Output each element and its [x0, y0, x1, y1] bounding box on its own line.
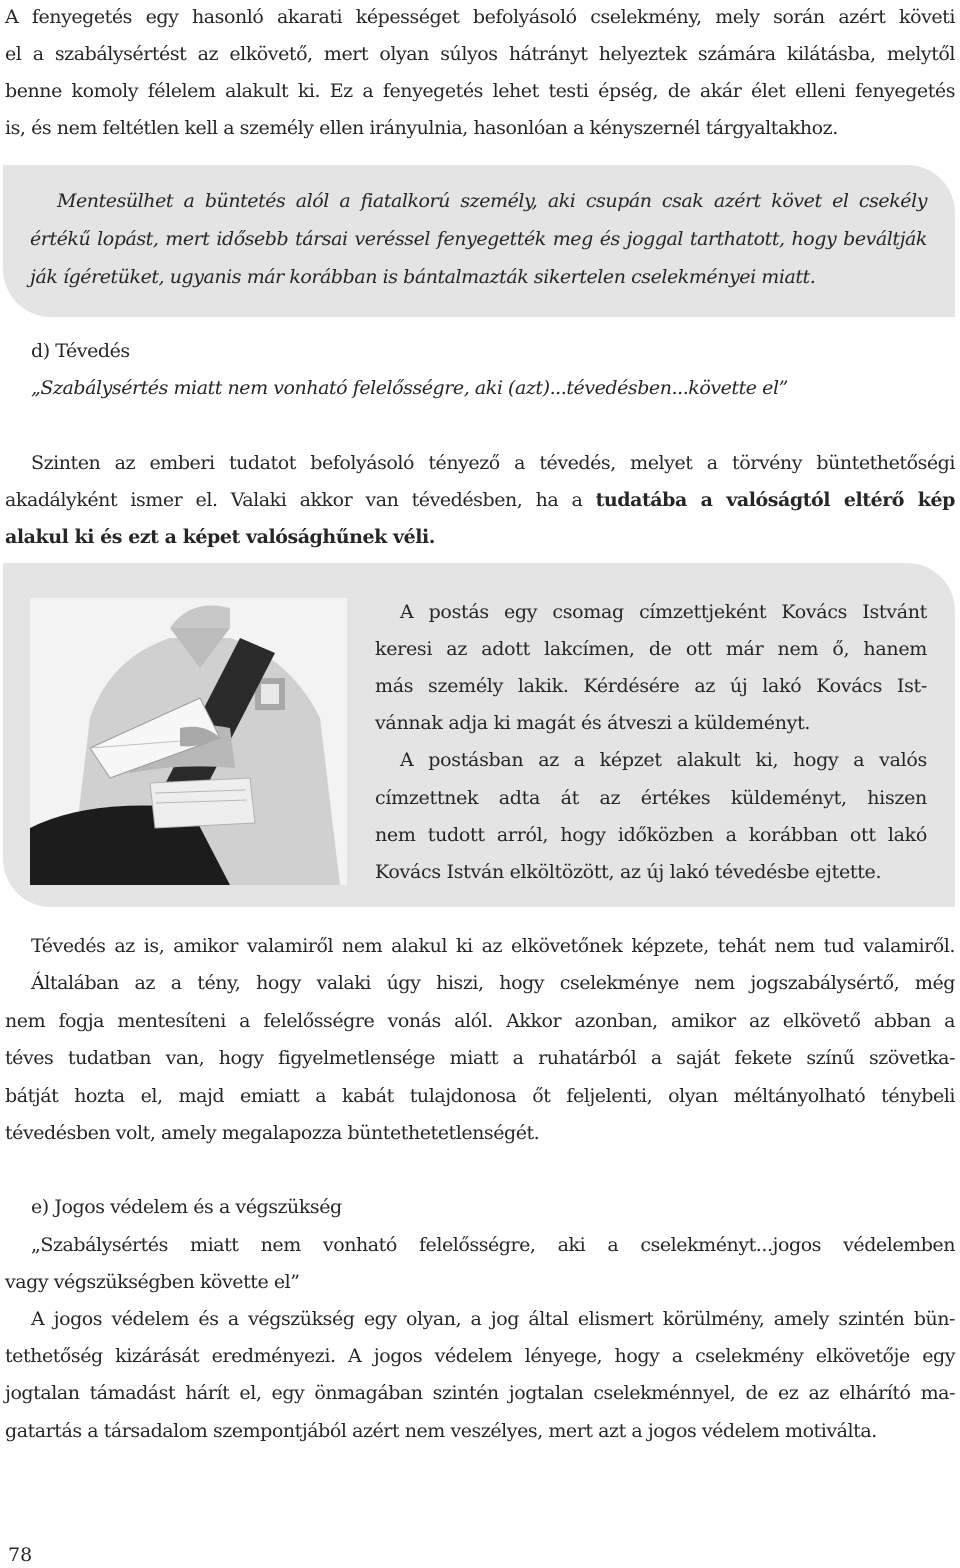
text-line: Szinten az emberi tudatot befolyásoló tényező a tévedés, melyet a törvény büntethetőségi [31, 452, 955, 474]
text-line: Tévedés az is, amikor valamiről nem alakul ki az elkövetőnek képzete, tehát nem tud valamiről. [31, 935, 955, 957]
text-line: értékű lopást, mert idősebb társai veréssel fenyegették meg és joggal tarthatott, hogy beváltják [30, 228, 927, 250]
text-line: Általában az a tény, hogy valaki úgy hiszi, hogy cselekménye nem jogszabálysértő, még [31, 972, 955, 994]
section-heading: d) Tévedés [31, 340, 130, 362]
text-line: más személy lakik. Kérdésére az új lakó Kovács Ist- [375, 675, 927, 697]
section-quote: „Szabálysértés miatt nem vonható felelősségre, aki (azt)...tévedésben...követte el” [31, 377, 788, 399]
text-line: téves tudatban van, hogy figyelmetlensége miatt a ruhatárból a saját fekete színű szövetka- [5, 1047, 955, 1069]
text-line: jogtalan támadást hárít el, egy önmagában szintén jogtalan cselekménnyel, de ez az elhárító ma- [5, 1382, 955, 1404]
text-line: ják ígéretüket, ugyanis már korábban is bántalmazták sikertelen cselekményei miatt. [30, 266, 816, 288]
text-line: A postásban az a képzet alakult ki, hogy a valós [400, 749, 927, 771]
text-line: címzettnek adta át az értékes küldeményt, hiszen [375, 787, 927, 809]
section-quote: vagy végszükségben követte el” [5, 1271, 300, 1293]
text-line: keresi az adott lakcímen, de ott már nem ő, hanem [375, 638, 927, 660]
text-line: nem fogja mentesíteni a felelősségre vonás alól. Akkor azonban, amikor az elkövető abban a [5, 1010, 955, 1032]
section-quote: „Szabálysértés miatt nem vonható felelősségre, aki a cselekményt...jogos védelemben [31, 1234, 955, 1256]
text-line: tethetőség kizárását eredményezi. A jogos védelem lényege, hogy a cselekmény elkövetője egy [5, 1345, 955, 1367]
text-line: gatartás a társadalom szempontjából azért nem veszélyes, mert azt a jogos védelem motiválta. [5, 1420, 877, 1442]
text-line: vánnak adja ki magát és átveszi a küldeményt. [375, 712, 811, 734]
text-line: is, és nem feltétlen kell a személy ellen irányulnia, hasonlóan a kényszernél tárgyaltakhoz. [5, 117, 838, 139]
text-line: A postás egy csomag címzettjeként Kovács Istvánt [400, 601, 927, 623]
text-line: alakul ki és ezt a képet valósághűnek véli. [5, 526, 435, 548]
bold-span: tudatába a valóságtól eltérő kép [595, 489, 955, 511]
postman-photo [30, 598, 347, 885]
text-line: A jogos védelem és a végszükség egy olyan, a jog által elismert körülmény, amely szintén bün- [31, 1308, 955, 1330]
postman-illustration [30, 598, 347, 885]
section-heading: e) Jogos védelem és a végszükség [31, 1196, 342, 1218]
text-line: bátját hozta el, majd emiatt a kabát tulajdonosa őt feljelenti, olyan méltányolható ténybeli [5, 1085, 955, 1107]
text-line: Kovács István elköltözött, az új lakó tévedésbe ejtette. [375, 861, 882, 883]
text-line: benne komoly félelem alakult ki. Ez a fenyegetés lehet testi épség, de akár élet elleni fenyegetés [5, 80, 955, 102]
text-line [5, 487, 955, 513]
text-line: tévedésben volt, amely megalapozza büntethetetlenségét. [5, 1122, 540, 1144]
page-number: 78 [8, 1544, 33, 1566]
text-line: el a szabálysértést az elkövető, mert olyan súlyos hátrányt helyeztek számára kilátásba, melytől [5, 43, 955, 65]
text-span: akadályként ismer el. Valaki akkor van tévedésben, ha a [5, 489, 596, 511]
text-line: A fenyegetés egy hasonló akarati képességet befolyásoló cselekmény, mely során azért követi [5, 6, 955, 28]
text-line: Mentesülhet a büntetés alól a fiatalkorú személy, aki csupán csak azért követ el csekély [57, 190, 927, 212]
text-line: nem tudott arról, hogy időközben a korábban ott lakó [375, 824, 927, 846]
